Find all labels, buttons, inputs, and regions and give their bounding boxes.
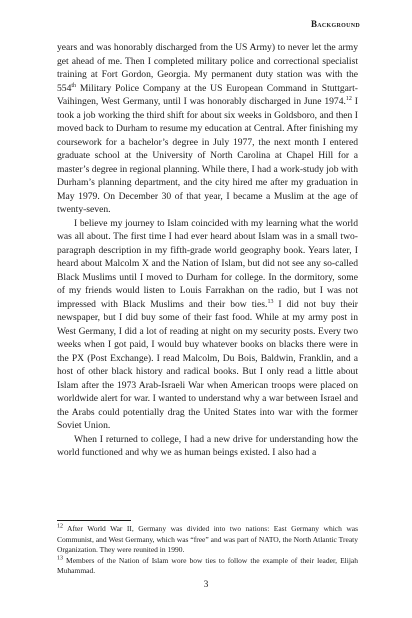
paragraph-3: When I returned to college, I had a new drive for understanding how the world functioned and why we as human beings existed. I also had a (57, 433, 358, 458)
footnote-ref-12: 12 (345, 95, 352, 102)
paragraph-2 (57, 217, 358, 433)
ordinal-suffix: th (71, 82, 77, 89)
footnote-number: 13 (57, 555, 63, 562)
paragraph-2-text-b: I did not buy their newspaper, but I did buy some of their fast food. While at my army post in West Germany, I did a lot of reading at night on my security posts. Every two weeks when I got paid, I would buy whatever books on blacks there were in the PX (Post Exchange). I read Malcolm, Du Bois, Baldwin, Franklin, and a host of other black history and radical books. But I only read a little about Islam after the 1973 Arab-Israeli War when American troops were placed on worldwide alert for war. I wanted to understand why a war between Israel and the Arabs could potentially drag the United States into war with the former Soviet Union. (57, 298, 358, 431)
paragraph-1 (57, 41, 358, 217)
footnote-number: 12 (57, 523, 63, 530)
paragraph-2-text-a: I believe my journey to Islam coincided with my learning what the world was all about. The first time I had ever heard about Islam was in a small two-paragraph description in my fifth-grade world geography book. Years later, I heard about Malcolm X and the Nation of Islam, but did not see any so-called Black Muslims until I moved to Durham for college. In the dormitory, some of my friends would listen to Louis Farrakhan on the radio, but I was not impressed with Black Muslims and their bow ties. (57, 217, 358, 310)
footnotes (57, 524, 358, 577)
paragraph-1-text-c: I took a job working the third shift for about six weeks in Goldsboro, and then I moved back to Durham to resume my education at Central. After finishing my coursework for a bachelor’s degree in July 1977, the next month I entered graduate school at the University of North Carolina at Chapel Hill for a master’s degree in regional planning. While there, I had a work-study job with Durham’s planning department, and the city hired me after my graduation in May 1979. On December 30 of that year, I became a Muslim at the age of twenty-seven. (57, 96, 358, 215)
footnote-12 (57, 524, 358, 556)
footnote-divider (57, 520, 131, 521)
footnote-text: Members of the Nation of Islam wore bow ties to follow the example of their leader, Elijah Muhammad. (57, 555, 358, 576)
footnote-ref-13: 13 (267, 298, 274, 305)
footnote-text: After World War II, Germany was divided into two nations: East Germany which was Communist, and West Germany, which was “free” and was part of NATO, the North Atlantic Treaty Organization. They were reunited in 1990. (57, 524, 358, 555)
page-number: 3 (203, 580, 209, 590)
body-text (57, 41, 358, 460)
paragraph-1-text-a: years and was honorably discharged from the US Army) to never let the army get ahead of me. Then I completed military police and correctional specialist training at Fort Gordon, Georgia. My permanent duty station was with the 554 (57, 42, 358, 94)
footnote-13 (57, 556, 358, 577)
paragraph-1-text-b: Military Police Company at the US European Command in Stuttgart-Vaihingen, West Germany, until I was honorably discharged in June 1974. (57, 82, 358, 107)
running-head: Background (310, 19, 360, 29)
